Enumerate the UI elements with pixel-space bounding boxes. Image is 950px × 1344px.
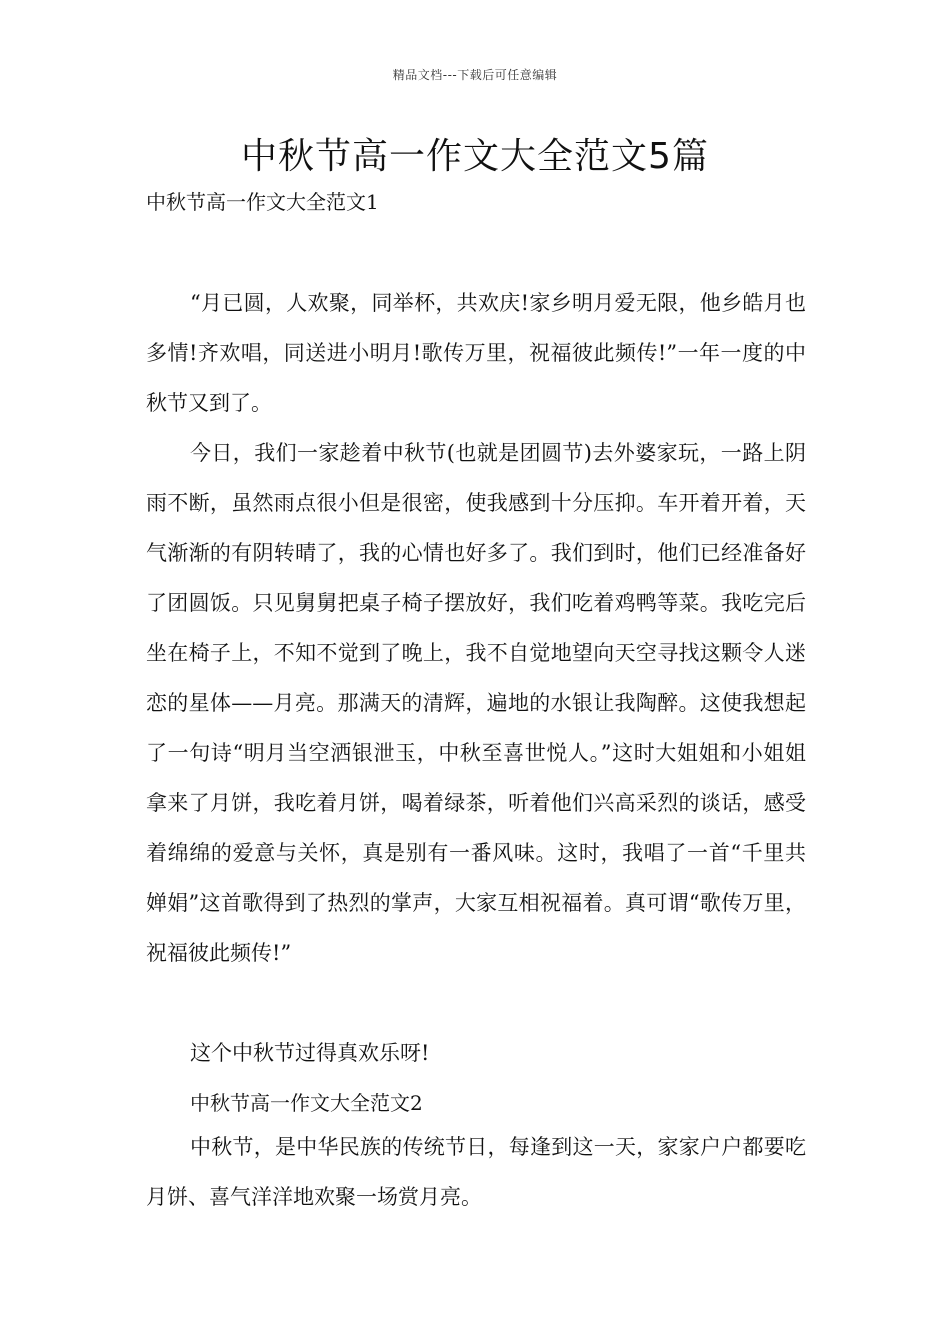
essay-2-paragraph-1: 中秋节，是中华民族的传统节日，每逢到这一天，家家户户都要吃月饼、喜气洋洋地欢聚一场赏月亮。 xyxy=(146,1135,806,1209)
page-header: 精品文档---下载后可任意编辑 xyxy=(392,68,558,82)
essay-2-heading: 中秋节高一作文大全范文2 xyxy=(190,1091,423,1115)
essay-1-paragraph-3: 这个中秋节过得真欢乐呀! xyxy=(190,1041,430,1065)
essay-1-heading: 中秋节高一作文大全范文1 xyxy=(146,190,379,214)
essay-1-paragraph-1: “月已圆，人欢聚，同举杯，共欢庆!家乡明月爱无限，他乡皓月也多情!齐欢唱，同送进小明月!歌传万里，祝福彼此频传!”一年一度的中秋节又到了。 xyxy=(146,291,806,415)
document-title: 中秋节高一作文大全范文5篇 xyxy=(241,136,709,177)
essay-1-paragraph-2: 今日，我们一家趁着中秋节(也就是团圆节)去外婆家玩，一路上阴雨不断，虽然雨点很小但是很密，使我感到十分压抑。车开着开着，天气渐渐的有阴转晴了，我的心情也好多了。我们到时，他们已经准备好了团圆饭。只见舅舅把桌子椅子摆放好，我们吃着鸡鸭等菜。我吃完后坐在椅子上，不知不觉到了晚上，我不自觉地望向天空寻找这颗令人迷恋的星体——月亮。那满天的清辉，遍地的水银让我陶醉。这使我想起了一句诗“明月当空洒银泄玉，中秋至喜世悦人。”这时大姐姐和小姐姐拿来了月饼，我吃着月饼，喝着绿茶，听着他们兴高采烈的谈话，感受着绵绵的爱意与关怀，真是别有一番风味。这时，我唱了一首“千里共婵娟”这首歌得到了热烈的掌声，大家互相祝福着。真可谓“歌传万里，祝福彼此频传!” xyxy=(146,441,806,965)
